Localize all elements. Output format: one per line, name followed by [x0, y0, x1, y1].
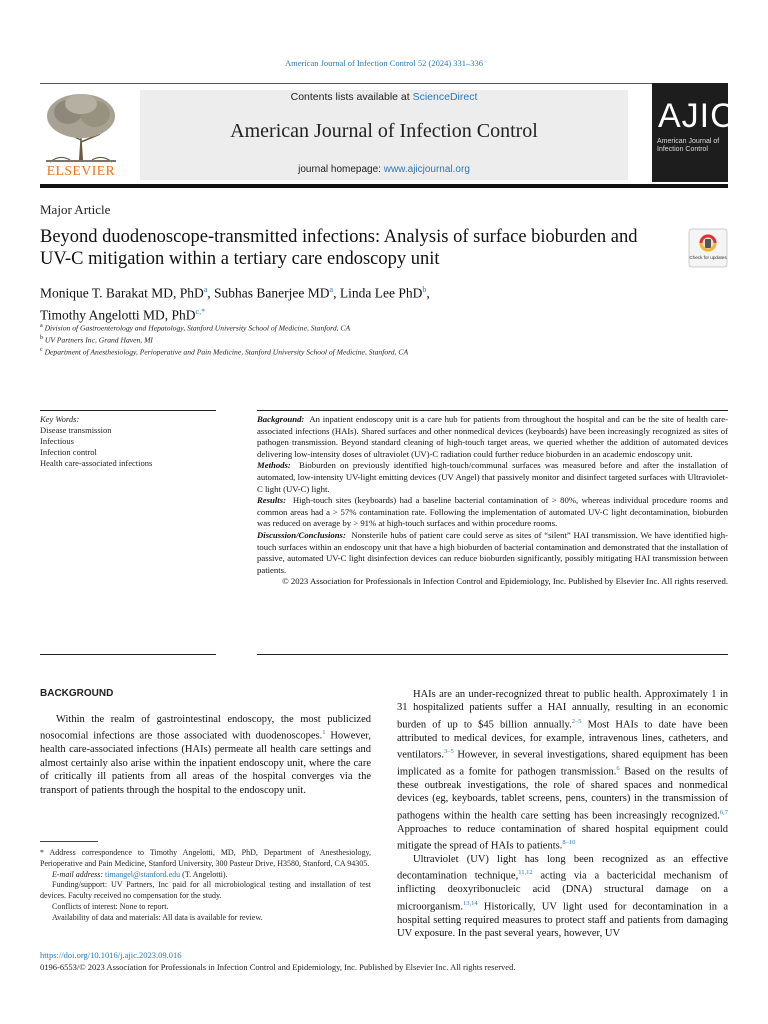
abstract	[257, 414, 728, 588]
cover-logo: AJIC	[658, 97, 736, 135]
footnote-conflicts: Conflicts of interest: None to report.	[52, 901, 169, 911]
keyword-item: Health care-associated infections	[40, 458, 153, 468]
author-name: Monique T. Barakat MD, PhD	[40, 285, 204, 301]
sciencedirect-link[interactable]: ScienceDirect	[412, 91, 478, 103]
author-affil-mark[interactable]: a	[329, 285, 334, 294]
citation-ref[interactable]: 2–5	[571, 717, 582, 725]
author-sep: ,	[426, 285, 430, 301]
body-text: However, health care-associated infections (HAIs) permeate all health care settings and almost certainly also arise within the inpatient endoscopy unit, where the care of critically ill patients from all areas of the hospital converges via the transport of patients through the hospital to the endoscopy unit.	[40, 730, 372, 796]
keyword-item: Infection control	[40, 447, 97, 457]
abstract-discussion	[257, 530, 728, 576]
footnote-availability: Availability of data and materials: All data is available for review.	[52, 912, 263, 922]
body-paragraph	[397, 853, 728, 940]
abstract-label: Methods:	[257, 460, 291, 471]
email-label: E-mail address:	[52, 869, 104, 879]
author-name: Linda Lee PhD	[339, 285, 423, 301]
keyword-item: Infectious	[40, 436, 74, 446]
author-affil-mark[interactable]: a	[203, 285, 208, 294]
bottom-copyright: 0196-6553/© 2023 Association for Professionals in Infection Control and Epidemiology, Inc. Published by Elsevier Inc. All rights reserved.	[40, 962, 516, 972]
abstract-label: Results:	[257, 495, 286, 506]
footnote-email	[40, 870, 371, 881]
author-affil-mark[interactable]: b	[422, 285, 427, 294]
abstract-bottom-rule	[257, 654, 728, 655]
journal-homepage	[140, 164, 628, 175]
cover-subtitle: American Journal of Infection Control	[657, 138, 720, 153]
abstract-copyright: © 2023 Association for Professionals in Infection Control and Epidemiology, Inc. Published by Elsevier Inc. All rights reserved.	[282, 576, 728, 587]
masthead-bottom-rule	[40, 184, 728, 188]
body-left-column	[40, 713, 371, 797]
elsevier-wordmark: ELSEVIER	[46, 163, 116, 178]
section-heading: BACKGROUND	[40, 688, 114, 699]
affiliation-mark: a	[40, 323, 43, 329]
citation-ref[interactable]: 11,12	[518, 869, 533, 877]
email-link[interactable]: timangel@stanford.edu	[105, 869, 181, 879]
abstract-methods	[257, 460, 728, 495]
body-paragraph	[397, 688, 728, 853]
body-text: However, in several investigations, shared equipment has been implicated as a fomite for pathogen transmission.	[397, 749, 728, 778]
abstract-label: Background:	[257, 414, 305, 424]
article-type: Major Article	[40, 202, 111, 217]
author-name: Subhas Banerjee MD	[214, 285, 330, 301]
affiliation-mark: c	[40, 347, 43, 353]
keywords-top-rule	[40, 410, 216, 411]
keywords-heading: Key Words:	[40, 414, 80, 424]
elsevier-logo[interactable]	[40, 90, 122, 178]
body-text: HAIs are an under-recognized threat to public health. Approximately 1 in 31 hospitalized patients suffer a HAI annually, resulting in an economic burden of up to $45 billion annually.	[397, 689, 728, 731]
affiliation	[40, 335, 700, 345]
citation-ref[interactable]: 8–10	[562, 839, 576, 847]
body-text: Historically, UV light used for decontamination in a hospital setting required measures to protect staff and patients from damaging UV exposure. In the past several years, however, UV	[397, 901, 728, 939]
affiliation	[40, 347, 700, 357]
body-right-column	[397, 688, 728, 940]
author-name: Timothy Angelotti MD, PhD	[40, 307, 196, 322]
abstract-text: Nonsterile hubs of patient care could serve as sites of “silent” HAI transmission. We have identified high-touch surfaces within an endoscopy unit that have a high bioburden of bacterial contamination and demonstrated that the installation of passive, automated UV-C light disinfection devices can reduce bioburden significantly, possibly mitigating HAI transmission between patients.	[257, 529, 728, 575]
author-list	[40, 281, 660, 324]
journal-cover[interactable]	[652, 83, 736, 182]
affiliation	[40, 323, 700, 333]
abstract-results	[257, 495, 728, 530]
body-text: Most HAIs to date have been attributed to medical devices, for example, intravenous lines, catheters, and ventilators.	[397, 719, 729, 761]
journal-name: American Journal of Infection Control	[230, 120, 538, 142]
citation-ref[interactable]: 1	[322, 729, 326, 737]
author-sep: ,	[207, 285, 215, 301]
abstract-text: Bioburden on previously identified high-touch/communal surfaces was measured before and after the installation of automated, low-intensity UV-light emitting devices (UV Angel) that passively monitor and disinfect targeted surfaces with Ultraviolet-C light (UV-C) light.	[257, 460, 728, 494]
body-text: Ultraviolet (UV) light has long been recognized as an effective decontamination technique,	[397, 853, 728, 882]
footnote-rule	[40, 841, 98, 842]
body-text: Approaches to reduce contamination of shared hospital equipment could mitigate the spread of HAIs to patients.	[397, 823, 728, 852]
citation-ref[interactable]: 6	[616, 765, 620, 773]
footnote-correspondence: * Address correspondence to Timothy Angelotti, MD, PhD, Department of Anesthesiology, Perioperative and Pain Medicine, Stanford University, 300 Pasteur Drive, H3580, Stanford, CA 94305.	[40, 848, 371, 868]
citation-ref[interactable]: 13,14	[463, 899, 478, 907]
footnotes	[40, 848, 371, 924]
homepage-link[interactable]: www.ajicjournal.org	[383, 164, 470, 175]
affiliation-text: UV Partners Inc, Grand Haven, MI	[44, 335, 153, 345]
author-affil-mark[interactable]: c,*	[195, 306, 206, 316]
journal-citation[interactable]: American Journal of Infection Control 52 (2024) 331–336	[284, 58, 484, 68]
keyword-item: Disease transmission	[40, 425, 112, 435]
citation-ref[interactable]: 6,7	[719, 808, 728, 816]
keywords-bottom-rule	[40, 654, 216, 655]
affiliation-mark: b	[40, 335, 43, 341]
abstract-label: Discussion/Conclusions:	[257, 529, 346, 540]
abstract-text: An inpatient endoscopy unit is a care hub for patients from throughout the hospital and can be the site of health care-associated infections (HAIs). Shared surfaces and other nonmedical devices (keyboards) have been increasingly recognized as sites of pathogen transmission. Beyond standard cleaning of high-touch target areas, we queried whether the addition of automated devices delivering low-intensity doses of ultraviolet (UV)-C radiation could further reduce bioburden in an academic endoscopy unit.	[257, 414, 728, 459]
abstract-top-rule	[257, 410, 728, 411]
body-text: Based on the results of these outbreak investigations, the role of shared spaces and nonmedical devices (eg, keyboards, tablet screens, pens, counters) in the transmission of pathogens within the health care setting has been increasingly recognized.	[397, 766, 728, 822]
affiliation-text: Division of Gastroenterology and Hepatology, Stanford University School of Medicine, Stanford, CA	[44, 323, 351, 333]
abstract-background	[257, 414, 728, 460]
check-updates-icon	[688, 228, 728, 268]
affiliation-text: Department of Anesthesiology, Perioperative and Pain Medicine, Stanford University School of Medicine, Stanford, CA	[44, 347, 409, 357]
body-text: acting via a bactericidal mechanism of inflicting deoxyribonucleic acid (DNA) structural damage on a microorganism.	[397, 870, 729, 913]
contents-prefix: Contents lists available at	[290, 91, 413, 103]
author-sep: ,	[333, 285, 340, 301]
email-suffix: (T. Angelotti).	[180, 869, 228, 879]
citation-ref[interactable]: 3–5	[443, 748, 454, 756]
check-updates-label: Check for updates	[689, 255, 727, 260]
article-title: Beyond duodenoscope-transmitted infections: Analysis of surface bioburden and UV-C mitigation within a tertiary care endoscopy unit	[40, 227, 638, 269]
body-text: Within the realm of gastrointestinal endoscopy, the most publicized nosocomial infections are those associated with duodenoscopes.	[40, 714, 371, 742]
body-paragraph	[40, 713, 371, 797]
doi-link[interactable]: https://doi.org/10.1016/j.ajic.2023.09.016	[40, 950, 182, 960]
homepage-prefix: journal homepage:	[298, 164, 384, 175]
masthead-top-rule	[40, 83, 728, 84]
abstract-text: High-touch sites (keyboards) had a baseline bacterial contamination of > 80%, whereas individual procedure rooms and common areas had a > 57% contamination rate. Following the implementation of automated UV-C light decontamination, bioburden was reduced on average by > 91% at high-touch surfaces and within procedure rooms.	[257, 495, 728, 529]
check-for-updates-button[interactable]	[688, 228, 728, 268]
contents-line	[140, 91, 628, 103]
footnote-funding: Funding/support: UV Partners, Inc paid for all microbiological testing and installation of test devices. Faculty received no compensation for the study.	[40, 880, 371, 901]
